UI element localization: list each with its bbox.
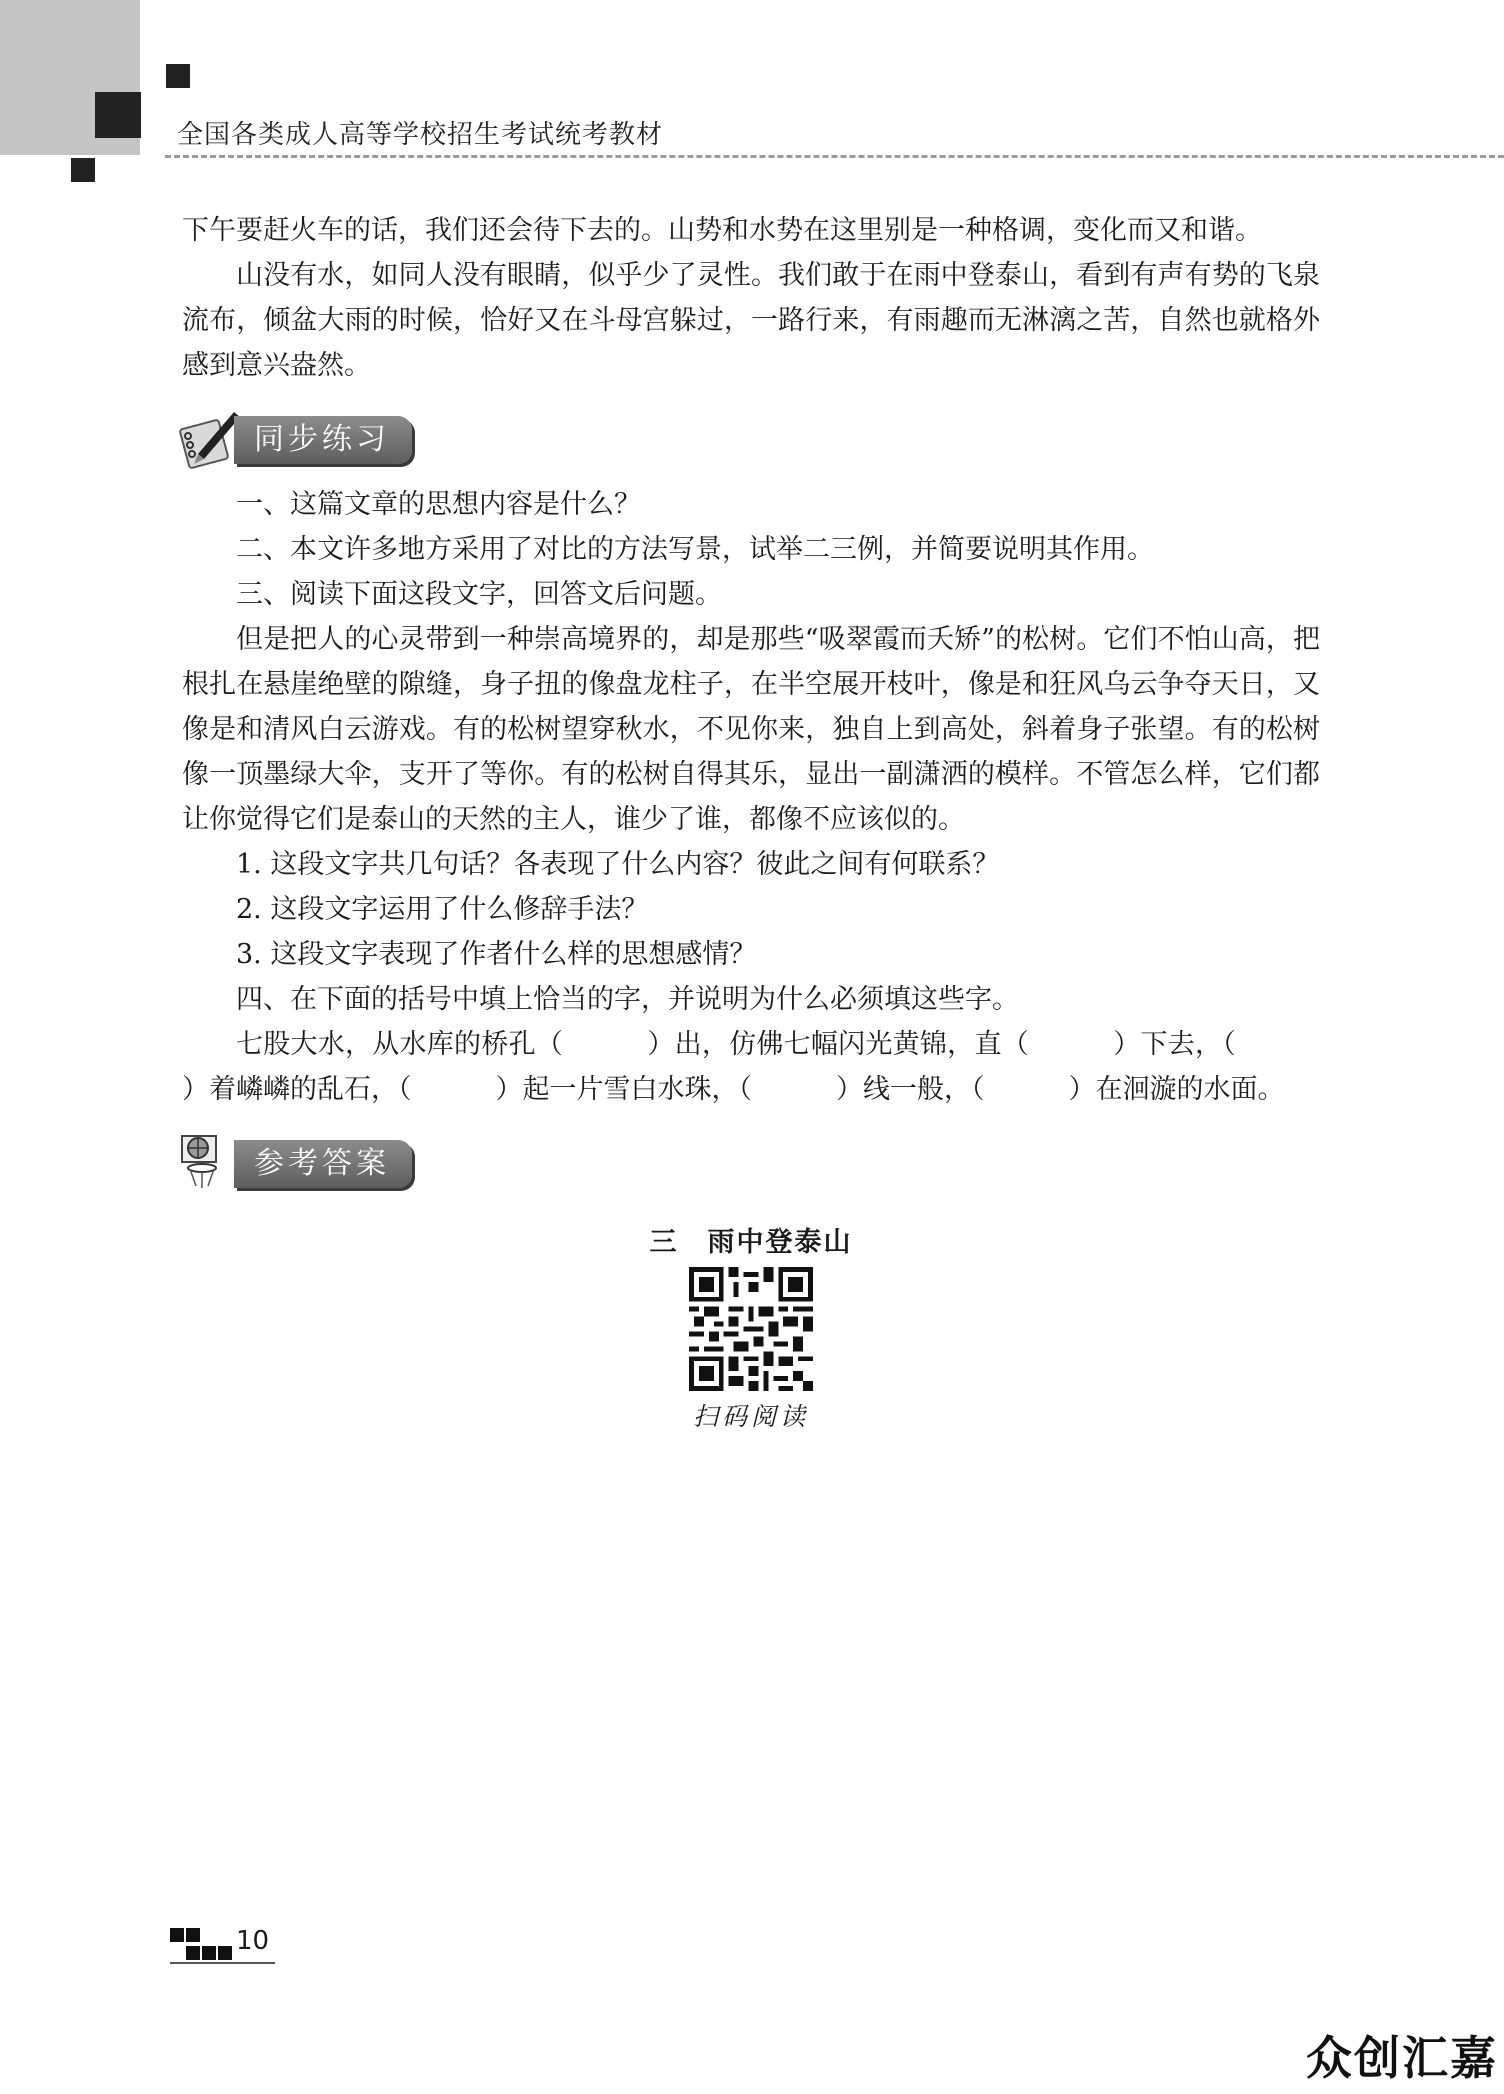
footer-square-decoration <box>170 1924 232 1966</box>
intro-paragraph-2: 山没有水，如同人没有眼睛，似乎少了灵性。我们敢于在雨中登泰山，看到有声有势的飞泉流布，倾盆大雨的时候，恰好又在斗母宫躲过，一路行来，有雨趣而无淋漓之苦，自然也就格外感到意兴盎然。 <box>182 260 1320 381</box>
header-square-small <box>166 64 190 88</box>
fill-segment-6: ）线一般，（ <box>836 1074 985 1105</box>
fill-segment-5: ）起一片雪白水珠，（ <box>495 1074 752 1105</box>
intro-paragraph-1: 下午要赶火车的话，我们还会待下去的。山势和水势在这里别是一种格调，变化而又和谐。 <box>182 215 1262 246</box>
answer-section-title: 三 雨中登泰山 <box>649 1227 853 1258</box>
fill-segment-1: 七股大水，从水库的桥孔（ <box>236 1029 564 1060</box>
sub-question-3: 3. 这段文字表现了作者什么样的思想感情？ <box>236 939 757 970</box>
exercise-banner <box>182 398 1320 478</box>
answer-banner <box>182 1122 1320 1202</box>
watermark-text: 众创汇嘉 <box>1306 2031 1498 2085</box>
fill-segment-3: ）下去，（ <box>1112 1029 1237 1060</box>
header-square-large <box>95 92 141 138</box>
page-number-underline <box>170 1962 275 1964</box>
sub-question-1: 1. 这段文字共几句话？各表现了什么内容？彼此之间有何联系？ <box>236 849 1000 880</box>
question-1: 一、这篇文章的思想内容是什么？ <box>236 489 641 520</box>
header-square-bottom <box>71 158 95 182</box>
fill-segment-2: ）出，仿佛七幅闪光黄锦，直（ <box>647 1029 1029 1060</box>
page-body <box>182 208 1320 1433</box>
fill-in-blank-passage <box>182 1022 1320 1112</box>
exercise-banner-label: 同步练习 <box>234 416 412 464</box>
question-3: 三、阅读下面这段文字，回答文后问题。 <box>236 579 722 610</box>
header-dashed-divider <box>165 155 1504 158</box>
running-header-title: 全国各类成人高等学校招生考试统考教材 <box>177 120 664 150</box>
sub-question-2: 2. 这段文字运用了什么修辞手法？ <box>236 894 649 925</box>
fill-segment-4: ）着嶙嶙的乱石，（ <box>182 1074 412 1105</box>
question-4: 四、在下面的括号中填上恰当的字，并说明为什么必须填这些字。 <box>236 984 1019 1015</box>
page-number: 10 <box>236 1926 270 1956</box>
fill-segment-7: ）在洄漩的水面。 <box>1068 1074 1285 1105</box>
reading-passage: 但是把人的心灵带到一种崇高境界的，却是那些“吸翠霞而夭矫”的松树。它们不怕山高，把根扎在悬崖绝壁的隙缝，身子扭的像盘龙柱子，在半空展开枝叶，像是和狂风乌云争夺天日，又像是和清风白云游戏。有的松树望穿秋水，不见你来，独自上到高处，斜着身子张望。有的松树像一顶墨绿大伞，支开了等你。有的松树自得其乐，显出一副潇洒的模样。不管怎么样，它们都让你觉得它们是泰山的天然的主人，谁少了谁，都像不应该似的。 <box>182 624 1320 835</box>
qr-code[interactable] <box>689 1267 813 1391</box>
qr-code-wrapper <box>182 1267 1320 1395</box>
answer-banner-label: 参考答案 <box>234 1140 412 1188</box>
question-2: 二、本文许多地方采用了对比的方法写景，试举二三例，并简要说明其作用。 <box>236 534 1154 565</box>
scan-to-read-caption: 扫码阅读 <box>692 1402 809 1431</box>
